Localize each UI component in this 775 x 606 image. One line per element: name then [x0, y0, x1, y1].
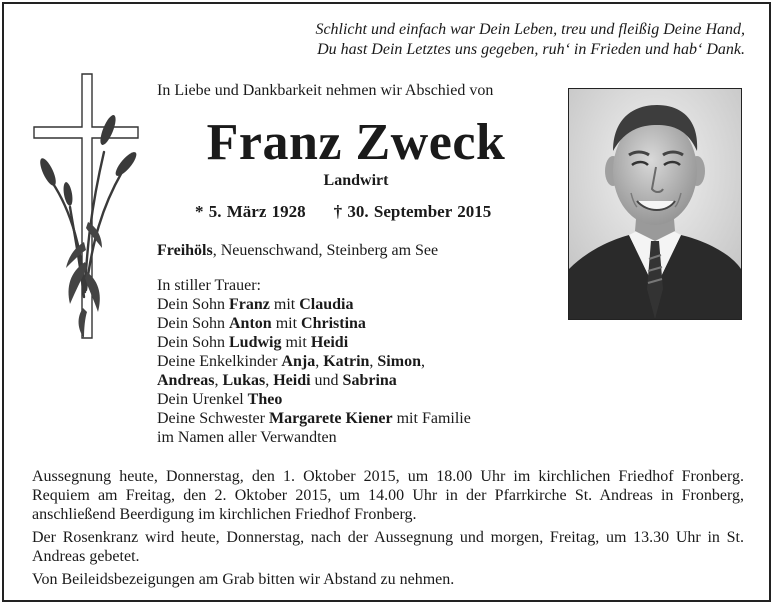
mourner-text: ,	[265, 372, 274, 389]
notice-paragraph-2: Der Rosenkranz wird heute, Donnerstag, nach der Aussegnung und morgen, Freitag, um 13.30 Uhr in St. Andreas gebetet.	[32, 529, 744, 565]
mourner-name: Claudia	[299, 296, 354, 313]
mourner-line	[157, 390, 471, 409]
mourner-text: ,	[214, 372, 223, 389]
home-places-rest: , Neuenschwand, Steinberg am See	[212, 242, 439, 259]
mourner-line	[157, 428, 471, 447]
notice-paragraph-1: Aussegnung heute, Donnerstag, den 1. Oktober 2015, um 18.00 Uhr im kirchlichen Friedhof Fronberg. Requiem am Freitag, den 2. Oktober 2015, um 14.00 Uhr in der Pfarrkirche St. Andreas in Fronberg, anschließend Beerdigung im kirchlichen Friedhof Fronberg.	[32, 468, 744, 523]
mourner-text: ,	[315, 353, 324, 370]
mourner-text: Deine Enkelkinder	[157, 353, 282, 370]
mourner-text: und	[310, 372, 343, 389]
birth-date: * 5. März 1928	[195, 202, 306, 221]
mourner-text: Dein Sohn	[157, 296, 229, 313]
mourner-text: ,	[369, 353, 378, 370]
mourner-name: Sabrina	[342, 372, 397, 389]
mourner-name: Anja	[281, 353, 316, 370]
mourner-text: mit	[281, 334, 311, 351]
quote-line-2: Du hast Dein Letztes uns gegeben, ruh‘ in Frieden und hab‘ Dank.	[317, 41, 745, 58]
mourner-line	[157, 333, 471, 352]
mourner-name: Katrin	[323, 353, 370, 370]
mourner-text: mit	[271, 315, 302, 332]
mourners-list	[157, 276, 471, 447]
life-dates	[195, 202, 491, 222]
mourner-name: Simon	[377, 353, 421, 370]
memorial-quote	[315, 20, 745, 60]
mourner-text: Dein Sohn	[157, 315, 229, 332]
mourner-text: mit	[269, 296, 300, 313]
mourners-heading: In stiller Trauer:	[157, 277, 261, 294]
mourner-text: Dein Sohn	[157, 334, 229, 351]
funeral-notice	[32, 467, 744, 593]
home-place-main: Freihöls	[157, 242, 213, 259]
mourner-text: ,	[420, 353, 425, 370]
deceased-occupation: Landwirt	[323, 172, 389, 189]
mourner-line	[157, 409, 471, 428]
death-date: † 30. September 2015	[333, 202, 492, 221]
mourner-name: Ludwig	[229, 334, 282, 351]
deceased-name: Franz Zweck	[206, 114, 506, 171]
mourner-name: Heidi	[310, 334, 349, 351]
mourner-name: Andreas	[157, 372, 215, 389]
home-places	[157, 242, 438, 260]
notice-paragraph-3: Von Beileidsbezeigungen am Grab bitten wir Abstand zu nehmen.	[32, 571, 455, 588]
mourner-line	[157, 352, 471, 371]
mourner-line	[157, 314, 471, 333]
mourner-name: Lukas	[222, 372, 266, 389]
portrait-photo	[568, 88, 742, 320]
mourner-line	[157, 371, 471, 390]
mourner-name: Theo	[247, 391, 283, 408]
mourner-text: Dein Urenkel	[157, 391, 248, 408]
mourner-name: Anton	[229, 315, 272, 332]
quote-line-1: Schlicht und einfach war Dein Leben, treu und fleißig Deine Hand,	[315, 21, 745, 38]
mourner-text: im Namen aller Verwandten	[157, 429, 337, 446]
mourner-name: Heidi	[273, 372, 311, 389]
mourner-name: Christina	[301, 315, 366, 332]
intro-text: In Liebe und Dankbarkeit nehmen wir Abschied von	[157, 82, 494, 99]
mourner-name: Margarete Kiener	[268, 410, 393, 427]
mourner-text: mit Familie	[392, 410, 471, 427]
mourner-name: Franz	[229, 296, 270, 313]
mourner-text: Deine Schwester	[157, 410, 269, 427]
mourner-line	[157, 295, 471, 314]
